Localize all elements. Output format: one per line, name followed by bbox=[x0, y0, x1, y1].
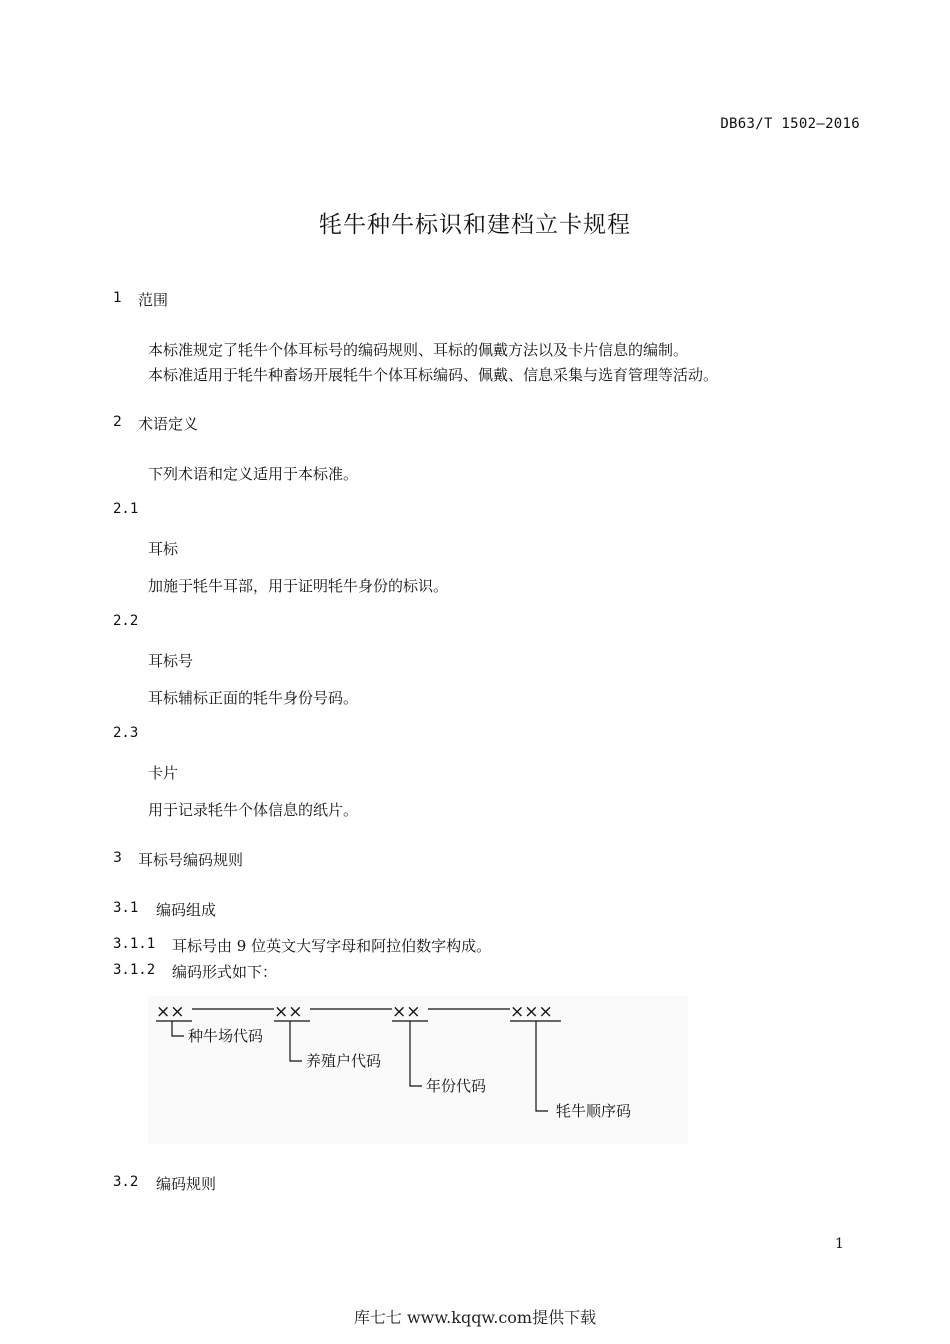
leader-line-1 bbox=[172, 1021, 184, 1036]
clause-2-2-number: 2.2 bbox=[113, 613, 139, 629]
document-title: 牦牛种牛标识和建档立卡规程 bbox=[319, 212, 631, 238]
label-farm-code: 种牛场代码 bbox=[188, 1027, 264, 1045]
leader-line-3 bbox=[410, 1021, 422, 1086]
label-breeder-code: 养殖户代码 bbox=[306, 1052, 382, 1070]
leader-line-4 bbox=[536, 1021, 548, 1111]
clause-2-2-term: 耳标号 bbox=[148, 652, 194, 670]
clause-3-1-2-number: 3.1.2 bbox=[113, 962, 156, 978]
section-1-paragraph-2: 本标准适用于牦牛种畜场开展牦牛个体耳标编码、佩戴、信息采集与选育管理等活动。 bbox=[148, 366, 719, 384]
encoding-diagram-svg bbox=[148, 996, 688, 1144]
section-1-paragraph-1: 本标准规定了牦牛个体耳标号的编码规则、耳标的佩戴方法以及卡片信息的编制。 bbox=[148, 341, 689, 359]
clause-3-1-2-text: 编码形式如下： bbox=[172, 963, 278, 981]
clause-3-2-number: 3.2 bbox=[113, 1174, 139, 1190]
clause-3-1-1-text: 耳标号由 9 位英文大写字母和阿拉伯数字构成。 bbox=[172, 937, 492, 955]
clause-2-2-definition: 耳标辅标正面的牦牛身份号码。 bbox=[148, 689, 359, 707]
section-2-number: 2 bbox=[113, 414, 122, 430]
standard-code: DB63/T 1502—2016 bbox=[720, 116, 860, 132]
section-3-number: 3 bbox=[113, 850, 122, 866]
clause-3-1-1-number: 3.1.1 bbox=[113, 936, 156, 952]
clause-2-1-number: 2.1 bbox=[113, 501, 139, 517]
clause-2-3-term: 卡片 bbox=[148, 764, 179, 782]
section-3-title: 耳标号编码规则 bbox=[138, 851, 244, 869]
encoding-format-diagram bbox=[148, 996, 688, 1144]
clause-2-1-definition: 加施于牦牛耳部，用于证明牦牛身份的标识。 bbox=[148, 577, 449, 595]
group-3-marks: ×× bbox=[392, 1002, 421, 1022]
section-2-intro: 下列术语和定义适用于本标准。 bbox=[148, 465, 359, 483]
group-4-marks: ××× bbox=[510, 1002, 553, 1022]
label-year-code: 年份代码 bbox=[426, 1077, 487, 1095]
clause-2-1-term: 耳标 bbox=[148, 540, 179, 558]
leader-line-2 bbox=[290, 1021, 302, 1061]
section-1-title: 范围 bbox=[138, 291, 169, 309]
clause-2-3-definition: 用于记录牦牛个体信息的纸片。 bbox=[148, 801, 359, 819]
page-number: 1 bbox=[835, 1236, 844, 1252]
section-2-title: 术语定义 bbox=[138, 415, 199, 433]
group-2-marks: ×× bbox=[274, 1002, 303, 1022]
clause-3-2-title: 编码规则 bbox=[156, 1175, 217, 1193]
clause-2-3-number: 2.3 bbox=[113, 725, 139, 741]
clause-3-1-number: 3.1 bbox=[113, 900, 139, 916]
section-1-number: 1 bbox=[113, 290, 122, 306]
group-1-marks: ×× bbox=[156, 1002, 185, 1022]
label-sequence-code: 牦牛顺序码 bbox=[556, 1102, 632, 1120]
clause-3-1-title: 编码组成 bbox=[156, 901, 217, 919]
footer-watermark-text: 库七七 www.kqqw.com提供下载 bbox=[353, 1308, 597, 1327]
